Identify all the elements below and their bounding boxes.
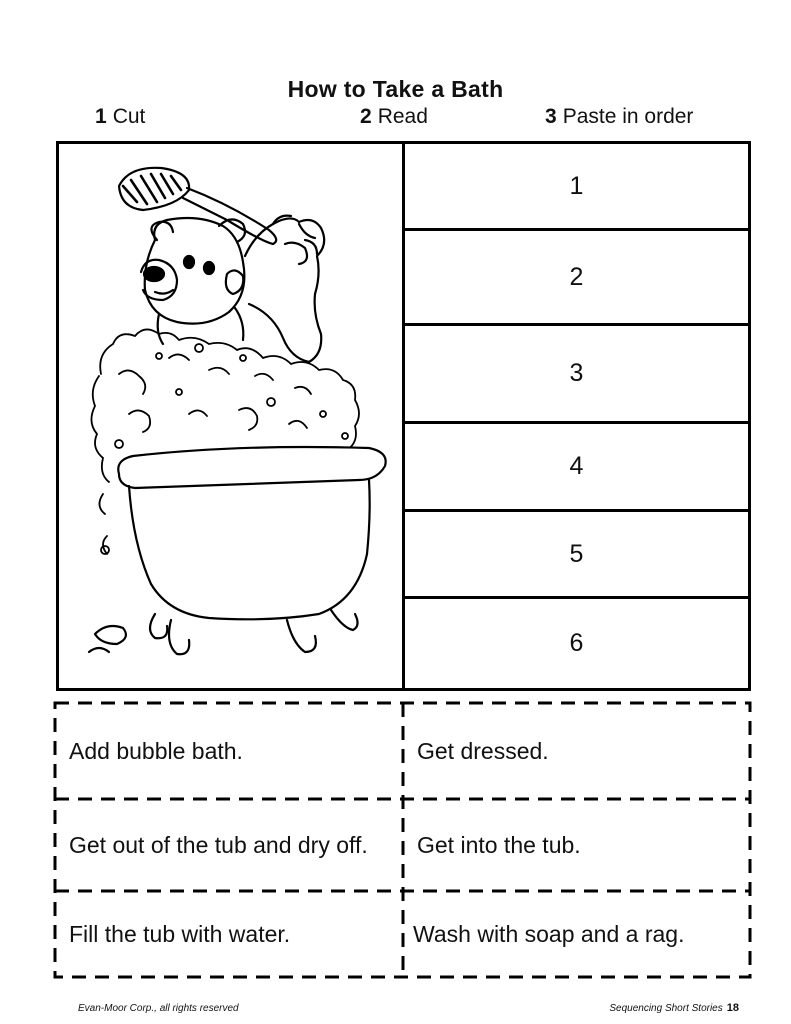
step-number: 3: [545, 105, 557, 128]
cutout-text: Wash with soap and a rag.: [413, 921, 685, 947]
page-number: 18: [726, 1002, 739, 1014]
footer-copyright: Evan-Moor Corp., all rights reserved: [78, 1003, 239, 1014]
cutout-text: Get into the tub.: [417, 832, 581, 858]
cutout-text: Get out of the tub and dry off.: [69, 832, 368, 858]
cutout-strip[interactable]: [55, 799, 403, 891]
instruction-paste: [545, 105, 693, 129]
step-label: Paste in order: [562, 105, 694, 128]
page-title: How to Take a Bath: [287, 76, 504, 102]
cutout-strip[interactable]: [403, 891, 750, 977]
instruction-cut: [95, 105, 145, 129]
cutout-strip[interactable]: [403, 703, 750, 799]
bear-icon: [141, 216, 324, 362]
sequence-slot[interactable]: 1: [405, 144, 748, 231]
sequence-slot[interactable]: 6: [569, 629, 584, 657]
bath-brush-icon: [119, 168, 276, 244]
step-number: 1: [95, 105, 107, 128]
sequence-slot[interactable]: 5: [405, 512, 748, 599]
cutout-text: Get dressed.: [417, 738, 549, 764]
bear-bath-illustration: [59, 144, 405, 688]
sequence-slot[interactable]: 2: [405, 231, 748, 326]
bubbles-icon: [91, 329, 359, 554]
footer-book: [609, 1002, 739, 1014]
worksheet-frame: [56, 141, 751, 691]
footer-book-title: Sequencing Short Stories: [609, 1003, 723, 1014]
step-label: Cut: [112, 105, 146, 128]
cutout-strip[interactable]: [403, 799, 750, 891]
instruction-read: [360, 105, 428, 129]
bathtub-icon: [89, 447, 386, 654]
cut-out-strips: [53, 701, 752, 979]
cutout-strip[interactable]: [55, 891, 403, 977]
step-label: Read: [377, 105, 428, 128]
cutout-strip[interactable]: [55, 703, 403, 799]
sequence-slot[interactable]: 4: [405, 424, 748, 512]
step-number: 2: [360, 105, 372, 128]
sequence-slot[interactable]: 3: [405, 326, 748, 424]
sequence-slots: [405, 144, 748, 688]
cutout-text: Add bubble bath.: [69, 738, 243, 764]
cutout-text: Fill the tub with water.: [69, 921, 291, 947]
